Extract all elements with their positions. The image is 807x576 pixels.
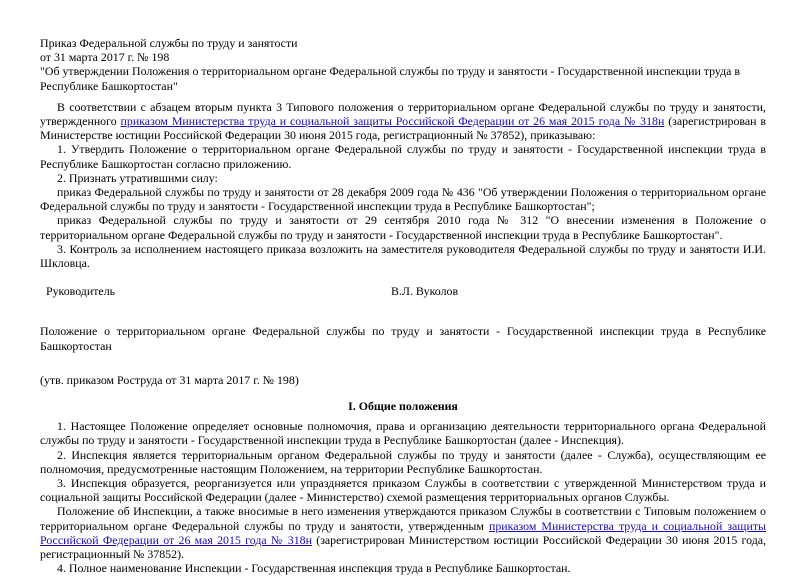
header-line-2: от 31 марта 2017 г. № 198 [40, 50, 170, 65]
regulation-item-2: 2. Инспекция является территориальным органом Федеральной службы по труду и занятости (далее - Служба), осуществляющим ее полномочия, предусмотренные настоящим Положением, на территории Республике Башкортостан. [40, 447, 766, 476]
order-item-2: 2. Признать утратившими силу: [57, 170, 218, 185]
regulation-item-1: 1. Настоящее Положение определяет основные полномочия, права и организацию деятельности территориального органа Федеральной службы по труду и занятости - Государственной инспекции труда в Республике Башкортостан (далее - Инспекция). [40, 419, 766, 448]
document-page [40, 36, 766, 576]
regulation-order-link[interactable]: приказом Министерства труда и социальной защиты Российской Федерации от 26 мая 2015 года № 318н [40, 518, 767, 547]
signature-name: В.Л. Вуколов [391, 284, 459, 299]
order-item-1: 1. Утвердить Положение о территориальном органе Федеральной службы по труду и занятости - Государственной инспекции труда в Республике Башкортостан согласно приложению. [40, 142, 766, 171]
regulation-item-3b [40, 504, 766, 561]
preamble-order-link[interactable]: приказом Министерства труда и социальной защиты Российской Федерации от 26 мая 2015 года № 318н [120, 114, 665, 129]
document-header [40, 36, 766, 93]
regulation-item-3: 3. Инспекция образуется, реорганизуется или упраздняется приказом Службы в соответствии с утвержденной Министерством труда и социальной защиты Российской Федерации (далее - Министерство) схемой размещения территориальных органов Службы. [40, 476, 766, 505]
preamble-paragraph [40, 100, 766, 143]
header-line-1: Приказ Федеральной службы по труду и занятости [40, 36, 298, 50]
signature-block [40, 284, 766, 298]
appendix-title: Положение о территориальном органе Федеральной службы по труду и занятости - Государственной инспекции труда в Республике Башкортостан [40, 324, 766, 353]
preamble-text-before: В соответствии с абзацем вторым пункта 3 Типового положения о территориальном органе Федеральной службы по труду и занятости, утвержденного [40, 99, 766, 129]
header-line-3: "Об утверждении Положения о территориальном органе Федеральной службы по труду и занятости - Государственной инспекции труда в Республике Башкортостан" [40, 64, 741, 93]
regulation-item-4: 4. Полное наименование Инспекции - Государственная инспекция труда в Республике Башкортостан. [57, 561, 571, 576]
order-item-2a: приказ Федеральной службы по труду и занятости от 28 декабря 2009 года № 436 "Об утверждении Положения о территориальном органе Федеральной службы по труду и занятости - Государственной инспекции труда в Республике Башкортостан"; [40, 185, 766, 214]
section-heading: I. Общие положения [348, 399, 458, 414]
preamble-text-after: (зарегистрирован в Министерстве юстиции Российской Федерации 30 июня 2015 года, регистрационный № 37852), приказываю: [40, 114, 766, 143]
signature-role: Руководитель [46, 284, 116, 299]
order-item-3: 3. Контроль за исполнением настоящего приказа возложить на заместителя руководителя Федеральной службы по труду и занятости И.И. Шкловца. [40, 241, 766, 271]
order-item-2b: приказ Федеральной службы по труду и занятости от 29 сентября 2010 года № 312 "О внесении изменения в Положение о территориальном органе Федеральной службы по труду и занятости - Государственной инспекции труда в Республике Башкортостан". [40, 213, 766, 242]
regulation-item-3b-after: (зарегистрирован Министерством юстиции Российской Федерации 30 июня 2015 года, регистрационный № 37852). [40, 532, 767, 562]
appendix-approved-note: (утв. приказом Роструда от 31 марта 2017 г. № 198) [40, 372, 299, 387]
regulation-item-3b-before: Положение об Инспекции, а также вносимые в него изменения утверждаются приказом Службы в соответствии с Типовым положением о территориальном органе Федеральной службы по труду и занятости, утвержденным [40, 504, 766, 533]
